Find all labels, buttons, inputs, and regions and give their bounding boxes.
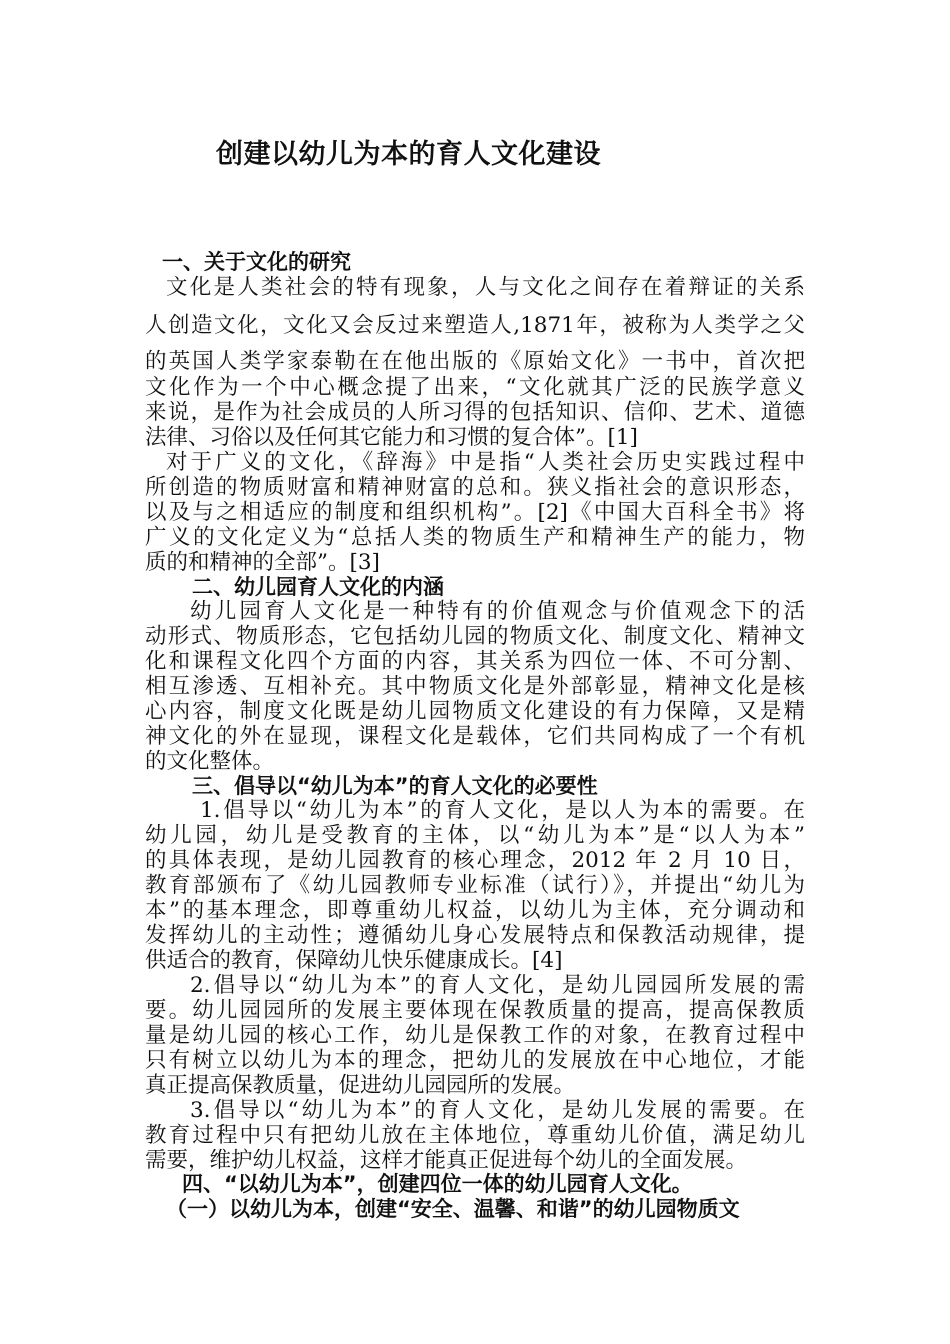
paragraph-4-line-1: 1.倡导以“幼儿为本”的育人文化，是以人为本的需要。在 [200, 798, 805, 823]
paragraph-3-line-6: 神文化的外在显现，课程文化是载体，它们共同构成了一个有机 [145, 724, 805, 749]
paragraph-4-line-2: 幼儿园，幼儿是受教育的主体，以“幼儿为本”是“以人为本” [145, 823, 805, 848]
paragraph-5-line-1: 2.倡导以“幼儿为本”的育人文化，是幼儿园园所发展的需 [190, 973, 805, 998]
paragraph-1-line-6: 法律、习俗以及任何其它能力和习惯的复合体”。[1] [145, 425, 638, 450]
paragraph-3-line-5: 心内容，制度文化既是幼儿园物质文化建设的有力保障，又是精 [145, 699, 805, 724]
section-heading-4: 四、“以幼儿为本”，创建四位一体的幼儿园育人文化。 [182, 1172, 693, 1196]
paragraph-5-line-4: 只有树立以幼儿为本的理念，把幼儿的发展放在中心地位，才能 [145, 1048, 805, 1073]
section-heading-1: 一、关于文化的研究 [162, 250, 351, 274]
paragraph-6-line-2: 教育过程中只有把幼儿放在主体地位，尊重幼儿价值，满足幼儿 [145, 1123, 805, 1148]
paragraph-3-line-3: 化和课程文化四个方面的内容，其关系为四位一体、不可分割、 [145, 649, 805, 674]
paragraph-6-line-3: 需要，维护幼儿权益，这样才能真正促进每个幼儿的全面发展。 [145, 1148, 748, 1173]
paragraph-2-line-2: 所创造的物质财富和精神财富的总和。狭义指社会的意识形态， [145, 475, 805, 500]
paragraph-4-line-6: 发挥幼儿的主动性；遵循幼儿身心发展特点和保教活动规律，提 [145, 923, 805, 948]
paragraph-1-line-2: 人创造文化，文化又会反过来塑造人,1871年，被称为人类学之父 [145, 313, 805, 338]
paragraph-4-line-7: 供适合的教育，保障幼儿快乐健康成长。[4] [145, 948, 563, 973]
paragraph-3-line-1: 幼儿园育人文化是一种特有的价值观念与价值观念下的活 [190, 599, 805, 624]
paragraph-1-line-1: 文化是人类社会的特有现象，人与文化之间存在着辩证的关系 [166, 275, 805, 300]
paragraph-1-line-4: 文化作为一个中心概念提了出来，“文化就其广泛的民族学意义 [145, 375, 805, 400]
section-heading-2: 二、幼儿园育人文化的内涵 [192, 575, 444, 599]
document-title: 创建以幼儿为本的育人文化建设 [216, 139, 601, 170]
paragraph-2-line-5: 质的和精神的全部”。[3] [145, 550, 380, 575]
paragraph-4-line-3: 的具体表现，是幼儿园教育的核心理念，2012 年 2 月 10 日， [145, 848, 805, 873]
paragraph-5-line-2: 要。幼儿园园所的发展主要体现在保教质量的提高，提高保教质 [145, 998, 805, 1023]
paragraph-4-line-5: 本”的基本理念，即尊重幼儿权益，以幼儿为主体，充分调动和 [145, 898, 805, 923]
paragraph-6-line-1: 3.倡导以“幼儿为本”的育人文化，是幼儿发展的需要。在 [190, 1098, 805, 1123]
paragraph-5-line-5: 真正提高保教质量，促进幼儿园园所的发展。 [145, 1073, 576, 1098]
paragraph-3-line-2: 动形式、物质形态，它包括幼儿园的物质文化、制度文化、精神文 [145, 624, 805, 649]
paragraph-2-line-4: 广义的文化定义为“总括人类的物质生产和精神生产的能力，物 [145, 525, 805, 550]
paragraph-2-line-3: 以及与之相适应的制度和组织机构”。[2]《中国大百科全书》将 [145, 500, 805, 525]
paragraph-3-line-7: 的文化整体。 [145, 749, 275, 774]
paragraph-1-line-5: 来说，是作为社会成员的人所习得的包括知识、信仰、艺术、道德 [145, 400, 805, 425]
paragraph-3-line-4: 相互渗透、互相补充。其中物质文化是外部彰显，精神文化是核 [145, 674, 805, 699]
paragraph-4-line-4: 教育部颁布了《幼儿园教师专业标准（试行）》，并提出“幼儿为 [145, 873, 805, 898]
paragraph-5-line-3: 量是幼儿园的核心工作，幼儿是保教工作的对象，在教育过程中 [145, 1023, 805, 1048]
paragraph-2-line-1: 对于广义的文化，《辞海》中是指“人类社会历史实践过程中 [166, 450, 805, 475]
subsection-heading-1: （一）以幼儿为本，创建“安全、温馨、和谐”的幼儿园物质文 [166, 1197, 740, 1221]
paragraph-1-line-3: 的英国人类学家泰勒在在他出版的《原始文化》一书中，首次把 [145, 349, 805, 374]
section-heading-3: 三、倡导以“幼儿为本”的育人文化的必要性 [192, 774, 598, 798]
